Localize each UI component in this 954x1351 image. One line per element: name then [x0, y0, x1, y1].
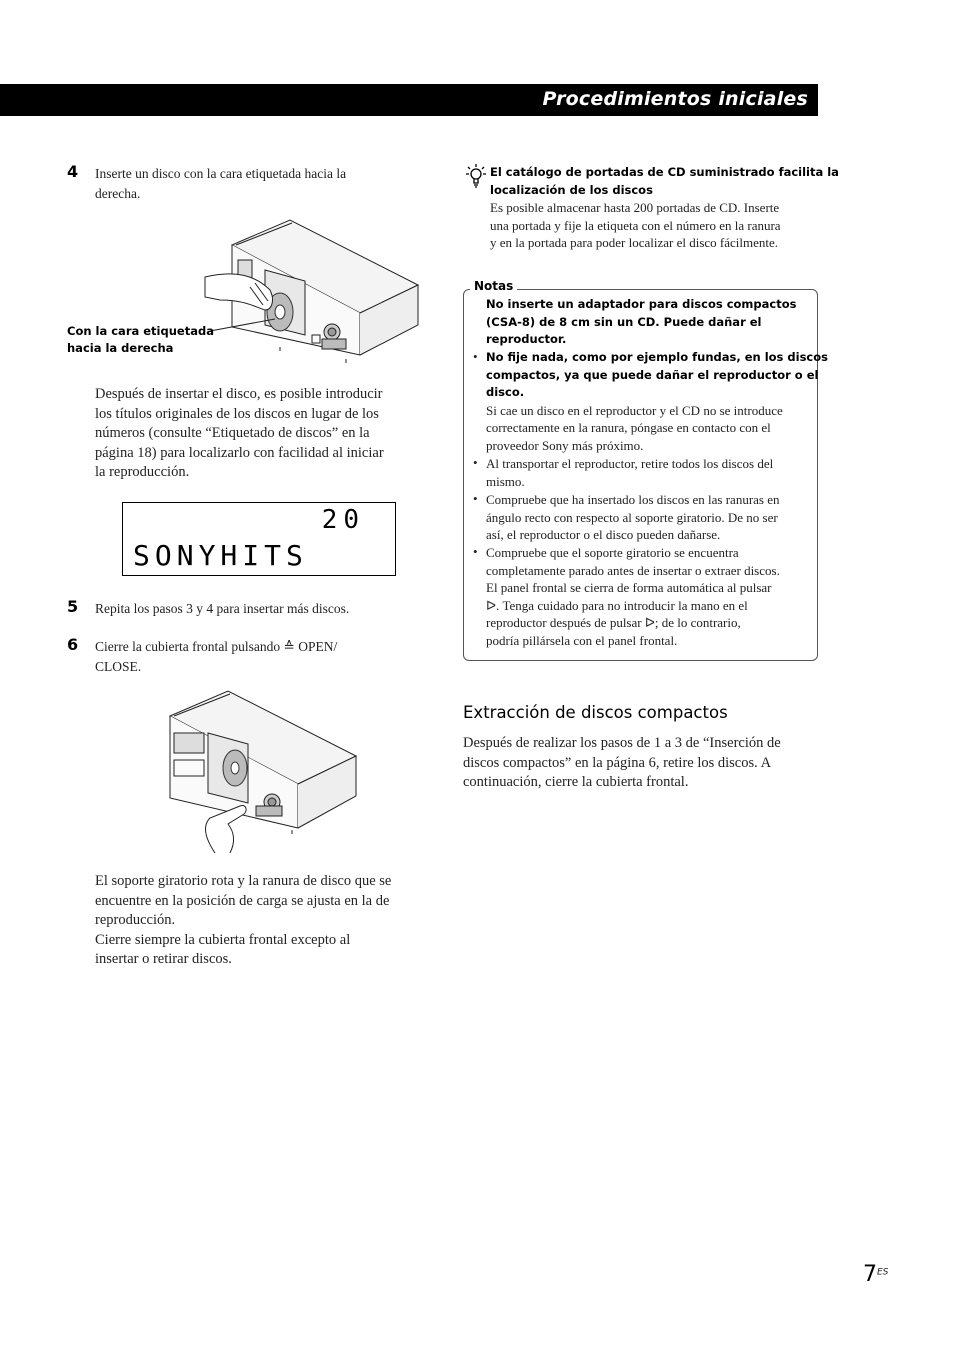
- page-number: $7^{ES}$: [863, 1262, 889, 1287]
- bullet: •: [473, 455, 478, 470]
- notes-label: Notas: [470, 279, 517, 293]
- tip-title: El catálogo de portadas de CD suministrado facilita la localización de los discos: [490, 165, 839, 197]
- section-body: Después de realizar los pasos de 1 a 3 de “Inserción de discos compactos” en la página 6, retire los discos. A continuación, cierre la cubierta frontal.: [463, 735, 781, 790]
- step-5-text: Repita los pasos 3 y 4 para insertar más discos.: [95, 601, 350, 616]
- bullet: •: [473, 349, 478, 364]
- section-heading: Extracción de discos compactos: [463, 703, 728, 722]
- step-number-4: 4: [67, 162, 79, 181]
- paragraph-title-entry: Después de insertar el disco, es posible introducir los títulos originales de los discos en lugar de los números (consulte “Etiquetado de discos” en la página 18) para localizarlo con facilidad al iniciar la reproducción.: [95, 386, 384, 480]
- lcd-display-illustration: [122, 502, 396, 576]
- bullet: •: [473, 491, 478, 506]
- paragraph-turntable: El soporte giratorio rota y la ranura de disco que se encuentre en la posición de carga se ajusta en la de reproducción. Cierre siempre la cubierta frontal excepto al insertar o retirar discos.: [95, 873, 392, 967]
- note-item-4: Compruebe que ha insertado los discos en las ranuras en ángulo recto con respecto al soporte giratorio. De no ser así, el reproductor o el disco pueden dañarse.: [486, 492, 780, 542]
- lightbulb-icon: [465, 163, 487, 189]
- close-cover-illustration: [160, 688, 365, 858]
- step-number-6: 6: [67, 635, 79, 654]
- note-item-2: No fije nada, como por ejemplo fundas, en los discos compactos, ya que puede dañar el reproductor o el disco. Si cae un disco en el reproductor y el CD no se introduce correctamente en la ranura, póngase en contacto con el proveedor Sony más próximo.: [486, 350, 828, 453]
- note-item-5: Compruebe que el soporte giratorio se encuentra completamente parado antes de insertar o extraer discos. El panel frontal se cierra de forma automática al pulsar ᐅ. Tenga cuidado para no introducir la mano en el reproductor después de pulsar ᐅ; de lo contrario, podría pillársela con el panel frontal.: [486, 545, 780, 648]
- step-number-5: 5: [67, 597, 79, 616]
- display-disc-title: SONYHITS: [133, 539, 308, 572]
- note-item-1: No inserte un adaptador para discos compactos (CSA-8) de 8 cm sin un CD. Puede dañar el reproductor.: [486, 297, 797, 346]
- step-4-text: Inserte un disco con la cara etiquetada hacia la derecha.: [95, 166, 347, 201]
- bullet: •: [473, 544, 478, 559]
- note-item-3: Al transportar el reproductor, retire todos los discos del mismo.: [486, 456, 774, 489]
- header-bar: [0, 84, 818, 116]
- tip-body: Es posible almacenar hasta 200 portadas de CD. Inserte una portada y fije la etiqueta con el número en la ranura y en la portada para poder localizar el disco fácilmente.: [490, 200, 781, 250]
- step-6-text: Cierre la cubierta frontal pulsando ≙ OPEN/ CLOSE.: [95, 639, 338, 674]
- page-section-title: Procedimientos iniciales: [542, 88, 808, 110]
- display-disc-number: 20: [321, 505, 365, 535]
- figure-caption: Con la cara etiquetada hacia la derecha: [67, 324, 214, 355]
